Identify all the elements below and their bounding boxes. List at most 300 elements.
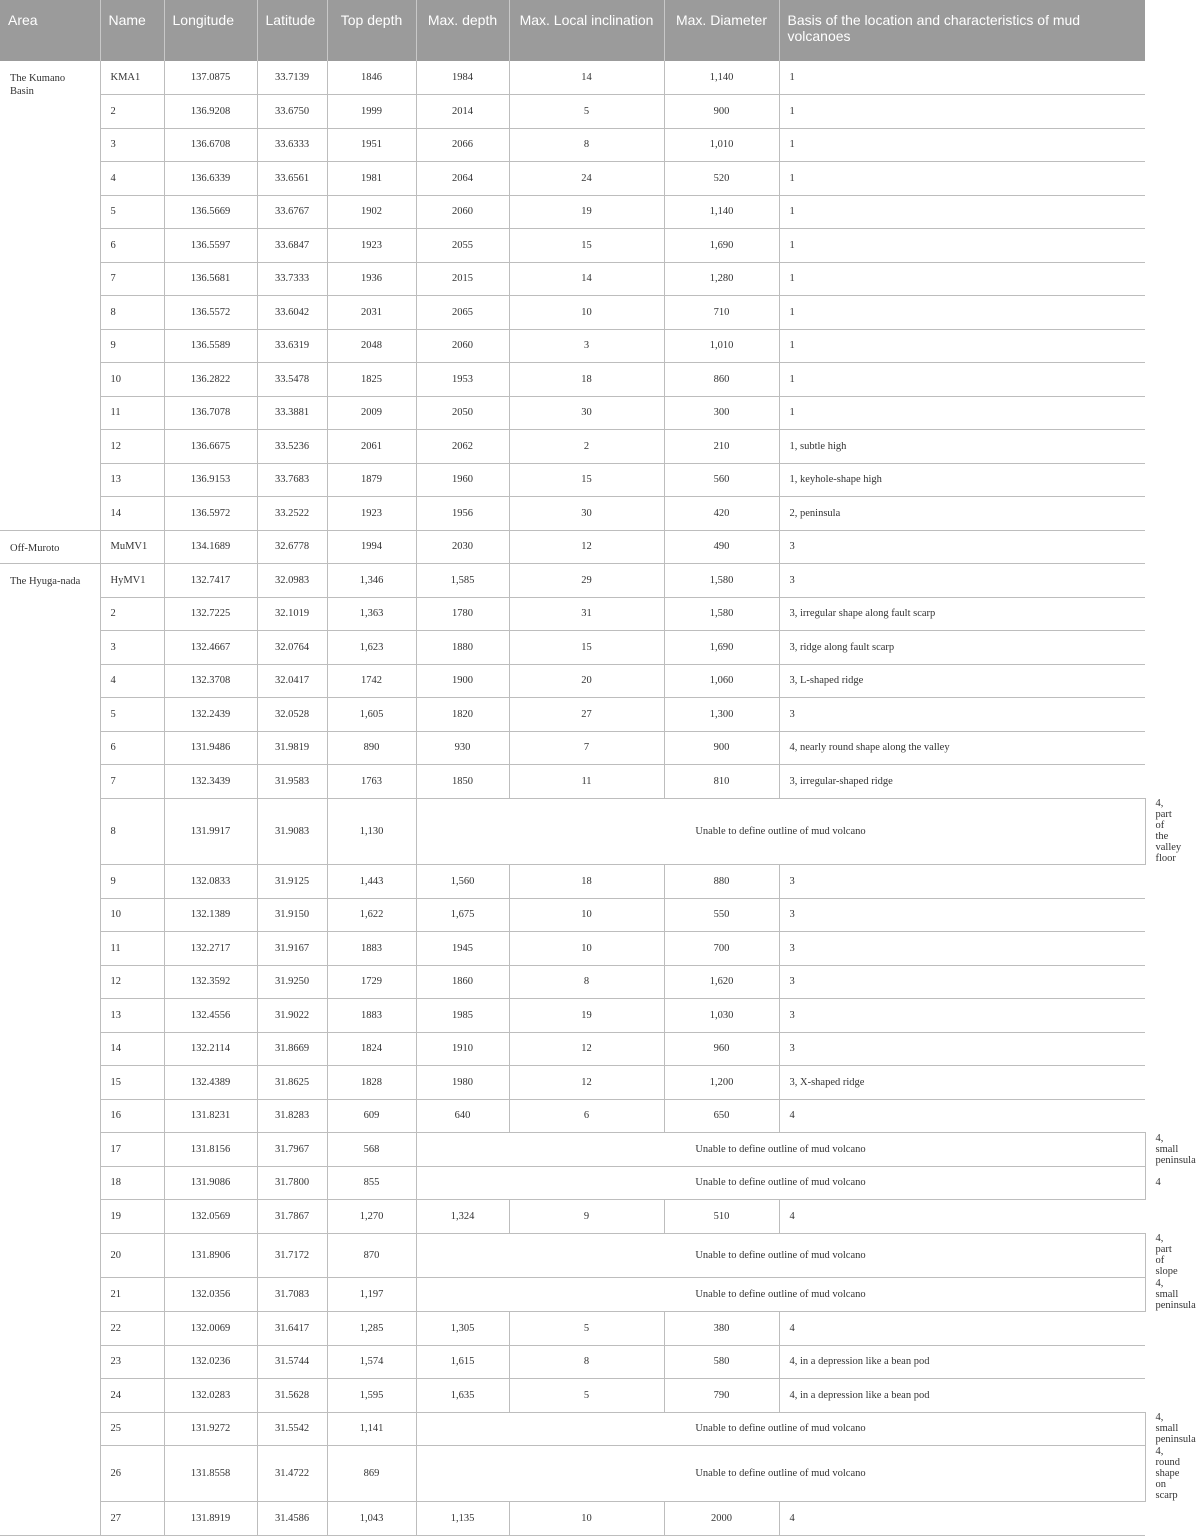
table-row	[0, 463, 1145, 497]
name-cell: 8	[100, 798, 164, 865]
max-diameter-cell: 1,580	[664, 597, 779, 631]
name-cell: 9	[100, 865, 164, 899]
latitude-cell: 33.6561	[257, 162, 327, 196]
max-inclination-cell: 15	[509, 463, 664, 497]
column-header-longitude: Longitude	[164, 0, 257, 61]
latitude-cell: 31.5542	[257, 1412, 327, 1446]
basis-cell: 3	[779, 530, 1145, 564]
top-depth-cell: 1883	[327, 932, 416, 966]
longitude-cell: 131.9486	[164, 731, 257, 765]
undefined-outline-cell: Unable to define outline of mud volcano	[416, 798, 1145, 865]
longitude-cell: 132.7417	[164, 564, 257, 598]
table-row	[0, 262, 1145, 296]
latitude-cell: 31.6417	[257, 1312, 327, 1346]
max-depth-cell: 640	[416, 1099, 509, 1133]
max-diameter-cell: 1,010	[664, 329, 779, 363]
latitude-cell: 31.9250	[257, 965, 327, 999]
max-depth-cell: 2055	[416, 229, 509, 263]
basis-cell: 1	[779, 329, 1145, 363]
longitude-cell: 132.7225	[164, 597, 257, 631]
max-depth-cell: 2050	[416, 396, 509, 430]
max-diameter-cell: 1,030	[664, 999, 779, 1033]
latitude-cell: 31.7800	[257, 1166, 327, 1200]
longitude-cell: 134.1689	[164, 530, 257, 564]
max-depth-cell: 1984	[416, 61, 509, 95]
column-header-top-depth: Top depth	[327, 0, 416, 61]
name-cell: 5	[100, 698, 164, 732]
basis-cell: 3	[779, 999, 1145, 1033]
max-inclination-cell: 14	[509, 61, 664, 95]
name-cell: 22	[100, 1312, 164, 1346]
longitude-cell: 136.2822	[164, 363, 257, 397]
max-depth-cell: 1880	[416, 631, 509, 665]
basis-cell: 1	[779, 396, 1145, 430]
longitude-cell: 131.8231	[164, 1099, 257, 1133]
max-diameter-cell: 2000	[664, 1502, 779, 1536]
latitude-cell: 33.6767	[257, 195, 327, 229]
max-depth-cell: 2014	[416, 95, 509, 129]
top-depth-cell: 1879	[327, 463, 416, 497]
max-depth-cell: 1860	[416, 965, 509, 999]
max-inclination-cell: 10	[509, 296, 664, 330]
max-diameter-cell: 1,140	[664, 195, 779, 229]
latitude-cell: 31.9150	[257, 898, 327, 932]
latitude-cell: 31.9583	[257, 765, 327, 799]
top-depth-cell: 1,595	[327, 1379, 416, 1413]
basis-cell: 1	[779, 262, 1145, 296]
max-inclination-cell: 18	[509, 363, 664, 397]
max-depth-cell: 1,615	[416, 1345, 509, 1379]
max-inclination-cell: 10	[509, 932, 664, 966]
max-inclination-cell: 5	[509, 1379, 664, 1413]
latitude-cell: 31.5744	[257, 1345, 327, 1379]
latitude-cell: 31.7172	[257, 1233, 327, 1278]
longitude-cell: 136.6708	[164, 128, 257, 162]
top-depth-cell: 2048	[327, 329, 416, 363]
column-header-max-depth: Max. depth	[416, 0, 509, 61]
latitude-cell: 31.7967	[257, 1133, 327, 1167]
max-depth-cell: 1,560	[416, 865, 509, 899]
undefined-outline-cell: Unable to define outline of mud volcano	[416, 1412, 1145, 1446]
max-diameter-cell: 210	[664, 430, 779, 464]
latitude-cell: 33.2522	[257, 497, 327, 531]
top-depth-cell: 1742	[327, 664, 416, 698]
latitude-cell: 33.5236	[257, 430, 327, 464]
basis-cell: 1	[779, 363, 1145, 397]
name-cell: 14	[100, 1032, 164, 1066]
table-row	[0, 597, 1145, 631]
top-depth-cell: 855	[327, 1166, 416, 1200]
longitude-cell: 136.9153	[164, 463, 257, 497]
name-cell: 2	[100, 95, 164, 129]
undefined-outline-cell: Unable to define outline of mud volcano	[416, 1278, 1145, 1312]
max-diameter-cell: 1,690	[664, 229, 779, 263]
basis-cell: 4	[779, 1099, 1145, 1133]
table-row	[0, 95, 1145, 129]
latitude-cell: 33.7139	[257, 61, 327, 95]
table-row	[0, 932, 1145, 966]
max-diameter-cell: 810	[664, 765, 779, 799]
table-row	[0, 1379, 1145, 1413]
table-row	[0, 1032, 1145, 1066]
name-cell: 10	[100, 898, 164, 932]
max-inclination-cell: 15	[509, 229, 664, 263]
max-depth-cell: 1956	[416, 497, 509, 531]
table-row	[0, 128, 1145, 162]
max-depth-cell: 2060	[416, 195, 509, 229]
max-diameter-cell: 710	[664, 296, 779, 330]
name-cell: 18	[100, 1166, 164, 1200]
table-header	[0, 0, 1145, 61]
basis-cell: 4	[779, 1200, 1145, 1234]
max-inclination-cell: 29	[509, 564, 664, 598]
name-cell: 15	[100, 1066, 164, 1100]
table-row	[0, 1312, 1145, 1346]
name-cell: HyMV1	[100, 564, 164, 598]
table-row	[0, 1345, 1145, 1379]
max-inclination-cell: 8	[509, 1345, 664, 1379]
latitude-cell: 32.6778	[257, 530, 327, 564]
basis-cell: 3	[779, 965, 1145, 999]
top-depth-cell: 1825	[327, 363, 416, 397]
undefined-outline-cell: Unable to define outline of mud volcano	[416, 1446, 1145, 1502]
max-diameter-cell: 650	[664, 1099, 779, 1133]
latitude-cell: 31.9083	[257, 798, 327, 865]
basis-cell: 1, keyhole-shape high	[779, 463, 1145, 497]
max-diameter-cell: 960	[664, 1032, 779, 1066]
table-row: 20 131.8906 31.7172 870 Unable to define outline of mud volcano 4, part of slope	[0, 1233, 1145, 1278]
latitude-cell: 32.0417	[257, 664, 327, 698]
name-cell: 11	[100, 396, 164, 430]
latitude-cell: 32.0528	[257, 698, 327, 732]
longitude-cell: 132.0833	[164, 865, 257, 899]
max-depth-cell: 930	[416, 731, 509, 765]
longitude-cell: 131.9917	[164, 798, 257, 865]
top-depth-cell: 1,270	[327, 1200, 416, 1234]
max-diameter-cell: 550	[664, 898, 779, 932]
max-diameter-cell: 1,280	[664, 262, 779, 296]
max-diameter-cell: 300	[664, 396, 779, 430]
basis-cell: 1	[779, 229, 1145, 263]
max-inclination-cell: 18	[509, 865, 664, 899]
table-row	[0, 965, 1145, 999]
longitude-cell: 132.0236	[164, 1345, 257, 1379]
basis-cell: 4	[779, 1502, 1145, 1536]
max-inclination-cell: 11	[509, 765, 664, 799]
max-inclination-cell: 31	[509, 597, 664, 631]
max-depth-cell: 2015	[416, 262, 509, 296]
max-depth-cell: 1,675	[416, 898, 509, 932]
latitude-cell: 33.7683	[257, 463, 327, 497]
name-cell: 20	[100, 1233, 164, 1278]
name-cell: 6	[100, 731, 164, 765]
undefined-outline-cell: Unable to define outline of mud volcano	[416, 1166, 1145, 1200]
latitude-cell: 31.9125	[257, 865, 327, 899]
longitude-cell: 137.0875	[164, 61, 257, 95]
name-cell: 23	[100, 1345, 164, 1379]
max-inclination-cell: 15	[509, 631, 664, 665]
longitude-cell: 132.4667	[164, 631, 257, 665]
longitude-cell: 136.9208	[164, 95, 257, 129]
latitude-cell: 31.8625	[257, 1066, 327, 1100]
max-diameter-cell: 520	[664, 162, 779, 196]
top-depth-cell: 2031	[327, 296, 416, 330]
top-depth-cell: 1,605	[327, 698, 416, 732]
name-cell: 3	[100, 128, 164, 162]
basis-cell: 3	[779, 698, 1145, 732]
max-inclination-cell: 24	[509, 162, 664, 196]
latitude-cell: 33.6750	[257, 95, 327, 129]
longitude-cell: 131.8156	[164, 1133, 257, 1167]
max-depth-cell: 2065	[416, 296, 509, 330]
max-inclination-cell: 12	[509, 530, 664, 564]
top-depth-cell: 869	[327, 1446, 416, 1502]
longitude-cell: 132.0283	[164, 1379, 257, 1413]
top-depth-cell: 870	[327, 1233, 416, 1278]
longitude-cell: 132.0356	[164, 1278, 257, 1312]
table-row	[0, 999, 1145, 1033]
top-depth-cell: 1,443	[327, 865, 416, 899]
max-diameter-cell: 860	[664, 363, 779, 397]
max-diameter-cell: 580	[664, 1345, 779, 1379]
latitude-cell: 33.3881	[257, 396, 327, 430]
basis-cell: 3	[779, 932, 1145, 966]
max-inclination-cell: 19	[509, 195, 664, 229]
top-depth-cell: 1,622	[327, 898, 416, 932]
max-inclination-cell: 27	[509, 698, 664, 732]
table-row	[0, 731, 1145, 765]
table-row: 8 131.9917 31.9083 1,130 Unable to define outline of mud volcano 4, part of the valley floor	[0, 798, 1145, 865]
latitude-cell: 31.4586	[257, 1502, 327, 1536]
name-cell: 12	[100, 430, 164, 464]
latitude-cell: 31.8669	[257, 1032, 327, 1066]
basis-cell: 1	[779, 95, 1145, 129]
max-depth-cell: 1945	[416, 932, 509, 966]
top-depth-cell: 1994	[327, 530, 416, 564]
table-row	[0, 1502, 1145, 1536]
max-diameter-cell: 490	[664, 530, 779, 564]
longitude-cell: 131.9272	[164, 1412, 257, 1446]
max-depth-cell: 1910	[416, 1032, 509, 1066]
table-row	[0, 765, 1145, 799]
max-diameter-cell: 880	[664, 865, 779, 899]
max-diameter-cell: 1,060	[664, 664, 779, 698]
basis-cell: 2, peninsula	[779, 497, 1145, 531]
max-depth-cell: 1780	[416, 597, 509, 631]
max-diameter-cell: 420	[664, 497, 779, 531]
table-row	[0, 865, 1145, 899]
max-inclination-cell: 5	[509, 95, 664, 129]
latitude-cell: 33.5478	[257, 363, 327, 397]
max-diameter-cell: 1,300	[664, 698, 779, 732]
latitude-cell: 33.6319	[257, 329, 327, 363]
max-depth-cell: 1953	[416, 363, 509, 397]
table-body	[0, 61, 1196, 1535]
table-row	[0, 430, 1145, 464]
longitude-cell: 132.3708	[164, 664, 257, 698]
table-row: 21 132.0356 31.7083 1,197 Unable to define outline of mud volcano 4, small peninsula	[0, 1278, 1145, 1312]
basis-cell: 1	[779, 195, 1145, 229]
longitude-cell: 136.7078	[164, 396, 257, 430]
basis-cell: 4, in a depression like a bean pod	[779, 1379, 1145, 1413]
name-cell: KMA1	[100, 61, 164, 95]
basis-cell: 3, X-shaped ridge	[779, 1066, 1145, 1100]
max-inclination-cell: 8	[509, 128, 664, 162]
name-cell: MuMV1	[100, 530, 164, 564]
basis-cell: 1	[779, 61, 1145, 95]
basis-cell: 3	[779, 898, 1145, 932]
table-row	[0, 564, 1145, 598]
basis-cell: 4	[779, 1312, 1145, 1346]
latitude-cell: 31.4722	[257, 1446, 327, 1502]
table-row	[0, 1099, 1145, 1133]
table-row	[0, 497, 1145, 531]
longitude-cell: 132.3439	[164, 765, 257, 799]
max-diameter-cell: 1,580	[664, 564, 779, 598]
longitude-cell: 136.5597	[164, 229, 257, 263]
table-row	[0, 664, 1145, 698]
basis-cell: 3, ridge along fault scarp	[779, 631, 1145, 665]
max-diameter-cell: 1,010	[664, 128, 779, 162]
latitude-cell: 32.0983	[257, 564, 327, 598]
basis-cell: 1	[779, 296, 1145, 330]
max-inclination-cell: 6	[509, 1099, 664, 1133]
max-inclination-cell: 3	[509, 329, 664, 363]
table-row	[0, 530, 1145, 564]
max-diameter-cell: 380	[664, 1312, 779, 1346]
top-depth-cell: 1,197	[327, 1278, 416, 1312]
column-header-max-local-inclination: Max. Local inclination	[509, 0, 664, 61]
table-row	[0, 1200, 1145, 1234]
name-cell: 4	[100, 664, 164, 698]
table-row	[0, 631, 1145, 665]
max-depth-cell: 1,305	[416, 1312, 509, 1346]
table-row	[0, 396, 1145, 430]
max-diameter-cell: 1,200	[664, 1066, 779, 1100]
top-depth-cell: 1828	[327, 1066, 416, 1100]
longitude-cell: 131.8558	[164, 1446, 257, 1502]
top-depth-cell: 1,574	[327, 1345, 416, 1379]
name-cell: 19	[100, 1200, 164, 1234]
basis-cell: 3, L-shaped ridge	[779, 664, 1145, 698]
max-inclination-cell: 20	[509, 664, 664, 698]
top-depth-cell: 1,363	[327, 597, 416, 631]
longitude-cell: 136.5572	[164, 296, 257, 330]
max-inclination-cell: 14	[509, 262, 664, 296]
max-depth-cell: 1900	[416, 664, 509, 698]
latitude-cell: 33.6042	[257, 296, 327, 330]
table-row: 26 131.8558 31.4722 869 Unable to define outline of mud volcano 4, round shape on scarp	[0, 1446, 1145, 1502]
name-cell: 27	[100, 1502, 164, 1536]
table-row: 25 131.9272 31.5542 1,141 Unable to define outline of mud volcano 4, small peninsula	[0, 1412, 1145, 1446]
longitude-cell: 136.6675	[164, 430, 257, 464]
max-inclination-cell: 5	[509, 1312, 664, 1346]
max-diameter-cell: 1,620	[664, 965, 779, 999]
column-header-area: Area	[0, 0, 100, 61]
longitude-cell: 136.5669	[164, 195, 257, 229]
name-cell: 17	[100, 1133, 164, 1167]
name-cell: 13	[100, 999, 164, 1033]
name-cell: 12	[100, 965, 164, 999]
table-row	[0, 61, 1145, 95]
top-depth-cell: 1923	[327, 497, 416, 531]
top-depth-cell: 1,141	[327, 1412, 416, 1446]
top-depth-cell: 609	[327, 1099, 416, 1133]
name-cell: 8	[100, 296, 164, 330]
max-inclination-cell: 19	[509, 999, 664, 1033]
top-depth-cell: 1,043	[327, 1502, 416, 1536]
longitude-cell: 132.2114	[164, 1032, 257, 1066]
max-inclination-cell: 8	[509, 965, 664, 999]
top-depth-cell: 1763	[327, 765, 416, 799]
top-depth-cell: 890	[327, 731, 416, 765]
max-depth-cell: 1960	[416, 463, 509, 497]
max-depth-cell: 1,135	[416, 1502, 509, 1536]
table-row	[0, 698, 1145, 732]
name-cell: 2	[100, 597, 164, 631]
max-diameter-cell: 560	[664, 463, 779, 497]
max-inclination-cell: 9	[509, 1200, 664, 1234]
max-diameter-cell: 1,140	[664, 61, 779, 95]
name-cell: 16	[100, 1099, 164, 1133]
basis-cell: 3, irregular-shaped ridge	[779, 765, 1145, 799]
name-cell: 7	[100, 262, 164, 296]
longitude-cell: 132.1389	[164, 898, 257, 932]
name-cell: 24	[100, 1379, 164, 1413]
max-diameter-cell: 700	[664, 932, 779, 966]
longitude-cell: 131.8919	[164, 1502, 257, 1536]
top-depth-cell: 1,346	[327, 564, 416, 598]
max-depth-cell: 1,585	[416, 564, 509, 598]
max-diameter-cell: 790	[664, 1379, 779, 1413]
top-depth-cell: 1999	[327, 95, 416, 129]
basis-cell: 3, irregular shape along fault scarp	[779, 597, 1145, 631]
max-inclination-cell: 10	[509, 1502, 664, 1536]
max-depth-cell: 2066	[416, 128, 509, 162]
max-diameter-cell: 1,690	[664, 631, 779, 665]
max-depth-cell: 1850	[416, 765, 509, 799]
name-cell: 10	[100, 363, 164, 397]
top-depth-cell: 1923	[327, 229, 416, 263]
name-cell: 7	[100, 765, 164, 799]
max-depth-cell: 2030	[416, 530, 509, 564]
table-row: 17 131.8156 31.7967 568 Unable to define outline of mud volcano 4, small peninsula	[0, 1133, 1145, 1167]
basis-cell: 3	[779, 1032, 1145, 1066]
max-depth-cell: 2064	[416, 162, 509, 196]
undefined-outline-cell: Unable to define outline of mud volcano	[416, 1133, 1145, 1167]
longitude-cell: 132.0069	[164, 1312, 257, 1346]
name-cell: 13	[100, 463, 164, 497]
latitude-cell: 31.7867	[257, 1200, 327, 1234]
longitude-cell: 136.5972	[164, 497, 257, 531]
table-row: 18 131.9086 31.7800 855 Unable to define outline of mud volcano 4	[0, 1166, 1145, 1200]
table-row	[0, 898, 1145, 932]
basis-cell: 4, in a depression like a bean pod	[779, 1345, 1145, 1379]
latitude-cell: 33.7333	[257, 262, 327, 296]
area-cell: Off-Muroto	[0, 530, 100, 564]
basis-cell: 3	[779, 564, 1145, 598]
top-depth-cell: 1,285	[327, 1312, 416, 1346]
undefined-outline-cell: Unable to define outline of mud volcano	[416, 1233, 1145, 1278]
column-header-max-diameter: Max. Diameter	[664, 0, 779, 61]
longitude-cell: 132.0569	[164, 1200, 257, 1234]
max-diameter-cell: 900	[664, 731, 779, 765]
latitude-cell: 33.6333	[257, 128, 327, 162]
max-depth-cell: 2062	[416, 430, 509, 464]
max-depth-cell: 1820	[416, 698, 509, 732]
name-cell: 9	[100, 329, 164, 363]
latitude-cell: 31.8283	[257, 1099, 327, 1133]
